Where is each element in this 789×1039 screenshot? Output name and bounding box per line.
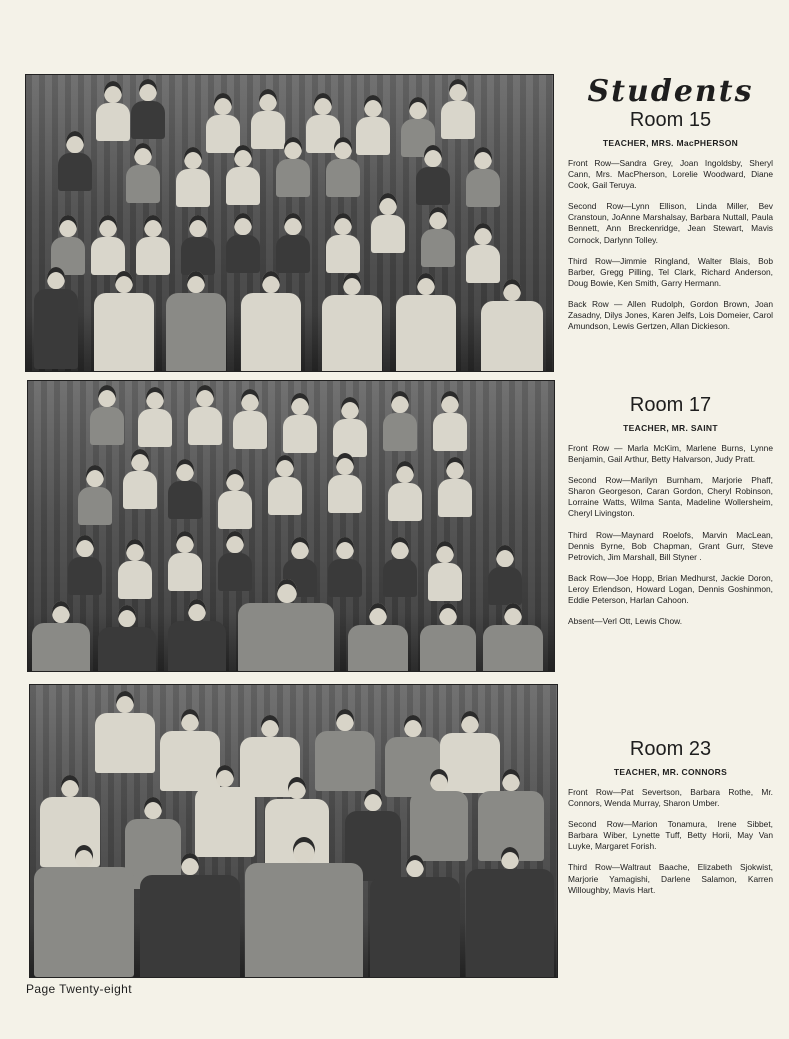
class-photo-room-23 (29, 684, 558, 978)
room-title: Room 17 (629, 394, 712, 416)
section-title: Students (587, 74, 754, 109)
row-front: Front Row—Sandra Grey, Joan Ingoldsby, Sheryl Cann, Mrs. MacPherson, Lorelie Woodward, Diane Cook, Gail Teruya. (568, 158, 773, 191)
row-back: Back Row — Allen Rudolph, Gordon Brown, Joan Zasadny, Dilys Jones, Karen Jelfs, Lois Domeier, Carol Amundson, Lewis Gertzen, Allan Dickieson. (568, 298, 773, 332)
row-second: Second Row—Marilyn Burnham, Marjorie Phaff, Sharon Georgeson, Caran Gordon, Cheryl Robinson, Lorraine Watts, Wilma Santa, Madeline Wollersheim, Cheryl Livingston. (568, 475, 773, 519)
room-title: Room 23 (629, 738, 712, 760)
row-third: Third Row—Jimmie Ringland, Walter Blais, Bob Barber, Gregg Pilling, Tel Clark, Richard Anderson, Doug Bowie, Ken Smith, Garry Hermann. (568, 255, 773, 288)
row-back: Back Row—Joe Hopp, Brian Medhurst, Jackie Doron, Leroy Erlendson, Howard Logan, Dennis Goshinmon, Eddie Peterson, Harlan Cahoon. (568, 572, 773, 606)
room-15-caption (568, 74, 773, 342)
room-23-caption (568, 738, 773, 906)
teacher-label: TEACHER, MR. SAINT (623, 423, 718, 433)
teacher-label: TEACHER, MRS. MacPHERSON (602, 138, 739, 148)
row-third: Third Row—Waltraut Baache, Elizabeth Sjokwist, Marjorie Yamagishi, Darlene Salamon, Karren Willoughby, Mavis Hart. (568, 862, 773, 895)
row-front: Front Row — Marla McKim, Marlene Burns, Lynne Benjamin, Gail Arthur, Betty Halvarson, Judy Pratt. (568, 443, 773, 465)
room-title: Room 15 (629, 109, 712, 131)
row-front: Front Row—Pat Severtson, Barbara Rothe, Mr. Connors, Wenda Murray, Sharon Umber. (568, 787, 773, 809)
row-third: Third Row—Maynard Roelofs, Marvin MacLean, Dennis Byrne, Bob Chapman, Grant Gurr, Steve Petrovich, Jim Marshall, Bill Styner . (568, 529, 773, 562)
class-photo-room-17 (27, 380, 555, 672)
row-second: Second Row—Lynn Ellison, Linda Miller, Bev Cranstoun, JoAnne Marshalsay, Barbara Nuttall, Paula Bennett, Ann Breckenridge, Jean Stewart, Mavis Cornock, Darlynn Tolley. (568, 201, 773, 245)
row-second: Second Row—Marion Tonamura, Irene Sibbet, Barbara Wiber, Lynette Tuff, Betty Horii, May Van Luyke, Margaret Forish. (568, 819, 773, 852)
room-17-caption (568, 394, 773, 637)
row-absent: Absent—Verl Ott, Lewis Chow. (568, 616, 683, 627)
teacher-label: TEACHER, MR. CONNORS (613, 767, 728, 777)
class-photo-room-15 (25, 74, 554, 372)
page-number: Page Twenty-eight (26, 982, 132, 996)
